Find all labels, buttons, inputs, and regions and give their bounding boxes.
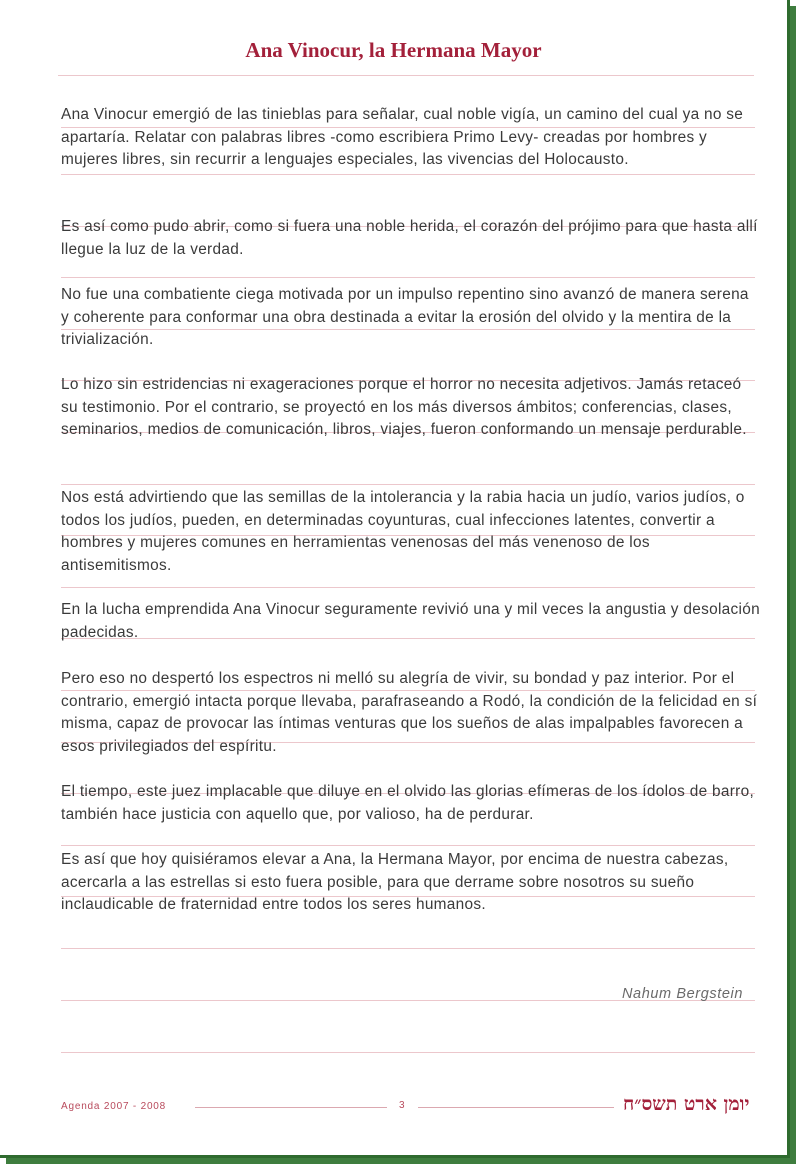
- page-title: Ana Vinocur, la Hermana Mayor: [245, 38, 542, 62]
- footer-rule-left: [195, 1107, 387, 1108]
- rule-line: [61, 948, 755, 949]
- paragraph: Lo hizo sin estridencias ni exageraciones porque el horror no necesita adjetivos. Jamás retaceó su testimonio. Por el contrario, se proyectó en los más diversos ámbitos; conferencias, clases, seminarios, medios de comunicación, libros, viajes, fueron conformando un mensaje perdurable.: [61, 376, 747, 438]
- footer-rule-right: [418, 1107, 614, 1108]
- paragraph: Es así que hoy quisiéramos elevar a Ana, la Hermana Mayor, por encima de nuestra cabezas, acercarla a las estrellas si esto fuera posible, para que derrame sobre nosotros su sueño inclaudicable de fraternidad entre todos los seres humanos.: [61, 851, 729, 913]
- paragraph: Ana Vinocur emergió de las tinieblas para señalar, cual noble vigía, un camino del cual ya no se apartaría. Relatar con palabras libres -como escribiera Primo Levy- creadas por hombres y mujeres libres, sin recurrir a lenguajes especiales, las vivencias del Holocausto.: [61, 106, 744, 168]
- rule-line: [61, 484, 755, 485]
- footer-agenda-label: Agenda 2007 - 2008: [61, 1101, 167, 1112]
- footer-hebrew-logo: יומן ארט תשס״ח: [623, 1093, 750, 1115]
- paragraph: Es así como pudo abrir, como si fuera una noble herida, el corazón del prójimo para que hasta allí llegue la luz de la verdad.: [61, 218, 758, 258]
- rule-line: [61, 587, 755, 588]
- paragraph: Nos está advirtiendo que las semillas de la intolerancia y la rabia hacia un judío, varios judíos, o todos los judíos, pueden, en determinadas coyunturas, cual infecciones latentes, convertir a hombres y mujeres comunes en herramientas venenosas del más venenoso de los antisemitismos.: [61, 489, 745, 574]
- paragraph: En la lucha emprendida Ana Vinocur seguramente revivió una y mil veces la angustia y desolación padecidas.: [61, 601, 760, 641]
- paragraph: El tiempo, este juez implacable que diluye en el olvido las glorias efímeras de los ídolos de barro, también hace justicia con aquello que, por valioso, ha de perdurar.: [61, 783, 755, 823]
- rule-line: [61, 1052, 755, 1053]
- paragraph: Pero eso no despertó los espectros ni melló su alegría de vivir, su bondad y paz interior. Por el contrario, emergió intacta porque llevaba, parafraseando a Rodó, la condición de la felicidad en sí misma, capaz de provocar las íntimas venturas que los sueños de alas impalpables favorecen a esos privilegiados del espíritu.: [61, 670, 758, 755]
- page-number: 3: [399, 1100, 405, 1111]
- paragraph: No fue una combatiente ciega motivada por un impulso repentino sino avanzó de manera serena y coherente para conformar una obra destinada a evitar la erosión del olvido y la mentira de la trivialización.: [61, 286, 749, 348]
- rule-line: [61, 174, 755, 175]
- title-rule: [58, 75, 754, 76]
- rule-line: [61, 845, 755, 846]
- rule-line: [61, 277, 755, 278]
- author-signature: Nahum Bergstein: [621, 986, 743, 1002]
